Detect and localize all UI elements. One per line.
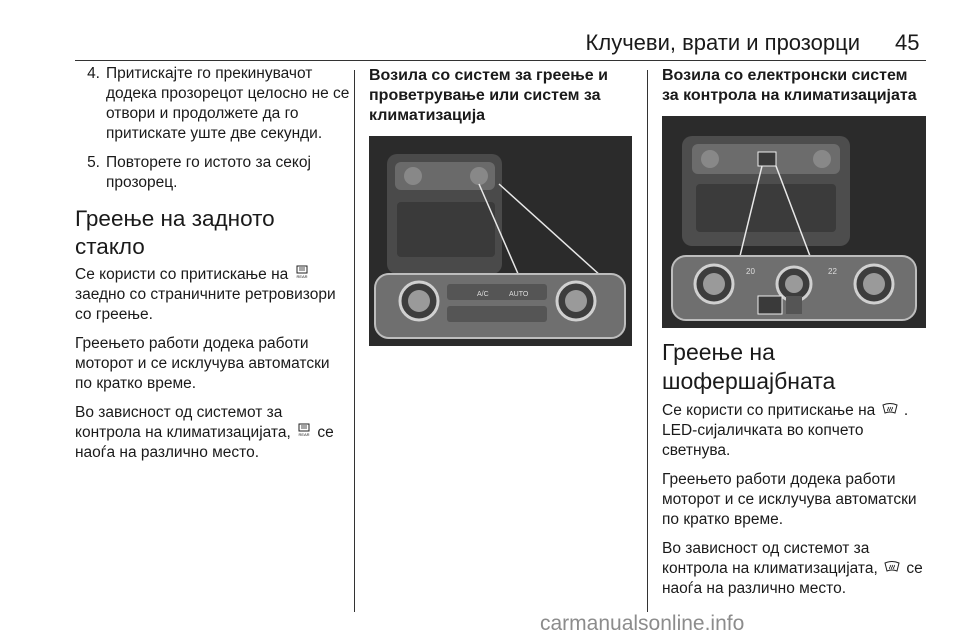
column-middle (369, 64, 632, 346)
subsection-heading: Возила со систем за греење и проветрување или систем за климатизација (369, 67, 608, 124)
list-number: 4. (87, 65, 100, 82)
list-text: Притискајте го прекинувачот додека прозорецот целосно не се отвори и продолжете да го притискате уште две секунди. (106, 65, 350, 142)
text: Во зависност од системот за контрола на климатизацијата, (662, 540, 878, 578)
windscreen-heating-icon (882, 401, 898, 421)
text: се наоѓа на различно место. (662, 560, 923, 598)
page-header-title: Клучеви, врати и прозорци (585, 30, 860, 55)
section-heading-rear-window: Греење на задното стакло (75, 206, 275, 259)
ac-label: A/C (477, 291, 489, 298)
auto-label: AUTO (509, 291, 529, 298)
paragraph (75, 265, 350, 325)
temp-left-label: 20 (746, 267, 755, 276)
column-right (662, 64, 926, 608)
section-heading-windscreen: Греење на шофершајбната (662, 339, 836, 394)
rear-window-heating-icon (295, 265, 309, 285)
list-text: Повторете го истото за секој прозорец. (106, 154, 311, 191)
subsection-heading: Возила со електронски систем за контрола на климатизацијата (662, 67, 917, 104)
list-number: 5. (87, 154, 100, 171)
text: заедно со страничните ретровизори со греење. (75, 286, 336, 324)
header-rule (75, 60, 926, 61)
svg-text:REAR: REAR (296, 274, 308, 279)
watermark: carmanualsonline.info (540, 612, 745, 635)
list-item (75, 153, 350, 193)
windscreen-heating-icon (884, 559, 900, 579)
column-divider-1 (354, 70, 355, 612)
paragraph (75, 403, 350, 463)
text: Се користи со притискање на (75, 266, 289, 284)
text: Во зависност од системот за контрола на климатизацијата, (75, 404, 291, 442)
column-left (75, 64, 350, 472)
svg-text:REAR: REAR (298, 432, 310, 438)
column-divider-2 (647, 70, 648, 612)
rear-window-heating-icon (297, 423, 311, 443)
list-item (75, 64, 350, 144)
temp-right-label: 22 (828, 267, 837, 276)
climate-control-photo-manual (369, 136, 632, 346)
text: Се користи со притискање на (662, 402, 876, 420)
paragraph (662, 401, 926, 461)
text: . LED-сијаличката во копчето светнува. (662, 402, 909, 460)
paragraph (662, 539, 926, 599)
climate-control-photo-electronic (662, 116, 926, 328)
text: се наоѓа на различно место. (75, 424, 334, 462)
page-number: 45 (895, 30, 920, 55)
paragraph: Греењето работи додека работи моторот и се исклучува автоматски по кратко време. (662, 471, 917, 529)
paragraph: Греењето работи додека работи моторот и се исклучува автоматски по кратко време. (75, 335, 330, 393)
